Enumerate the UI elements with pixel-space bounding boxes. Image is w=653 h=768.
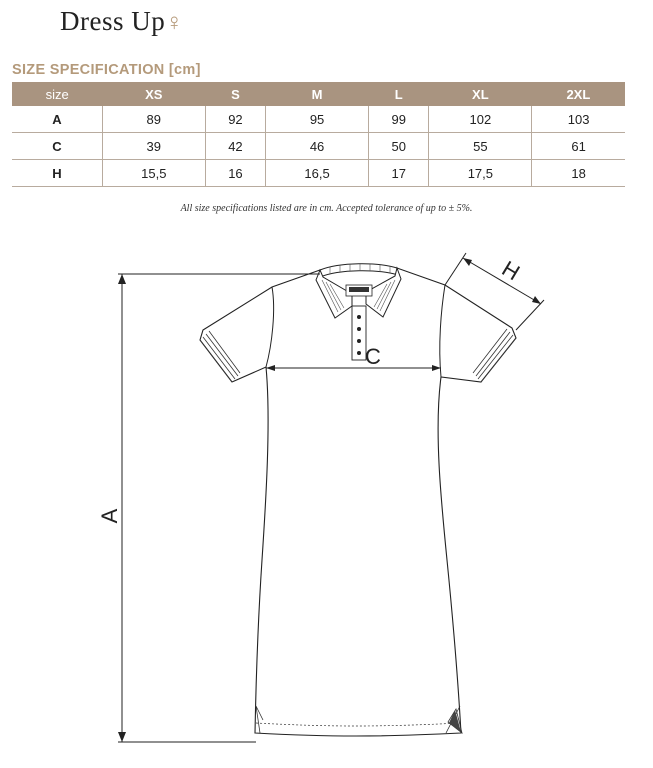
dimension-c [266, 365, 441, 371]
hem-stitch [256, 723, 460, 726]
table-cell: 89 [102, 106, 205, 133]
table-row-head: H [12, 160, 102, 187]
venus-icon: ♀ [165, 10, 184, 36]
table-cell: 50 [368, 133, 428, 160]
table-row-head: A [12, 106, 102, 133]
table-cell: 42 [205, 133, 265, 160]
table-header-cell: L [368, 82, 428, 106]
table-cell: 102 [429, 106, 532, 133]
sleeve-cuff-right [473, 329, 516, 382]
button-icon [357, 351, 361, 355]
section-title: SIZE SPECIFICATION [cm] [12, 62, 201, 78]
table-cell: 15,5 [102, 160, 205, 187]
table-cell: 39 [102, 133, 205, 160]
dress-outline [200, 268, 516, 736]
brand-name: Dress Up [60, 6, 166, 36]
table-cell: 61 [532, 133, 625, 160]
button-icon [357, 315, 361, 319]
button-icon [357, 339, 361, 343]
table-cell: 99 [368, 106, 428, 133]
side-slit-left [256, 706, 263, 733]
table-cell: 18 [532, 160, 625, 187]
sleeve-cuff-left [200, 331, 240, 382]
tolerance-note: All size specifications listed are in cm. Accepted tolerance of up to ± 5%. [180, 203, 473, 214]
table-cell: 55 [429, 133, 532, 160]
armhole-seam-right [440, 285, 445, 377]
table-cell: 95 [266, 106, 369, 133]
table-cell: 16 [205, 160, 265, 187]
table-cell: 103 [532, 106, 625, 133]
table-cell: 16,5 [266, 160, 369, 187]
table-cell: 92 [205, 106, 265, 133]
table-header-cell: XS [102, 82, 205, 106]
collar-back [320, 264, 398, 277]
dimension-h [445, 253, 544, 330]
table-header-cell: XL [429, 82, 532, 106]
armhole-seam-left [266, 287, 274, 367]
button-icon [357, 327, 361, 331]
dimension-c-label: C [365, 344, 381, 369]
dimension-h-label: H [497, 255, 525, 286]
table-cell: 46 [266, 133, 369, 160]
table-cell: 17,5 [429, 160, 532, 187]
dimension-a-label: A [97, 508, 122, 524]
neck-label-inner [349, 287, 369, 292]
table-row-head: C [12, 133, 102, 160]
table-header-cell: M [266, 82, 369, 106]
table-header-cell: S [205, 82, 265, 106]
table-header-cell: size [12, 82, 102, 106]
table-header-cell: 2XL [532, 82, 625, 106]
table-cell: 17 [368, 160, 428, 187]
